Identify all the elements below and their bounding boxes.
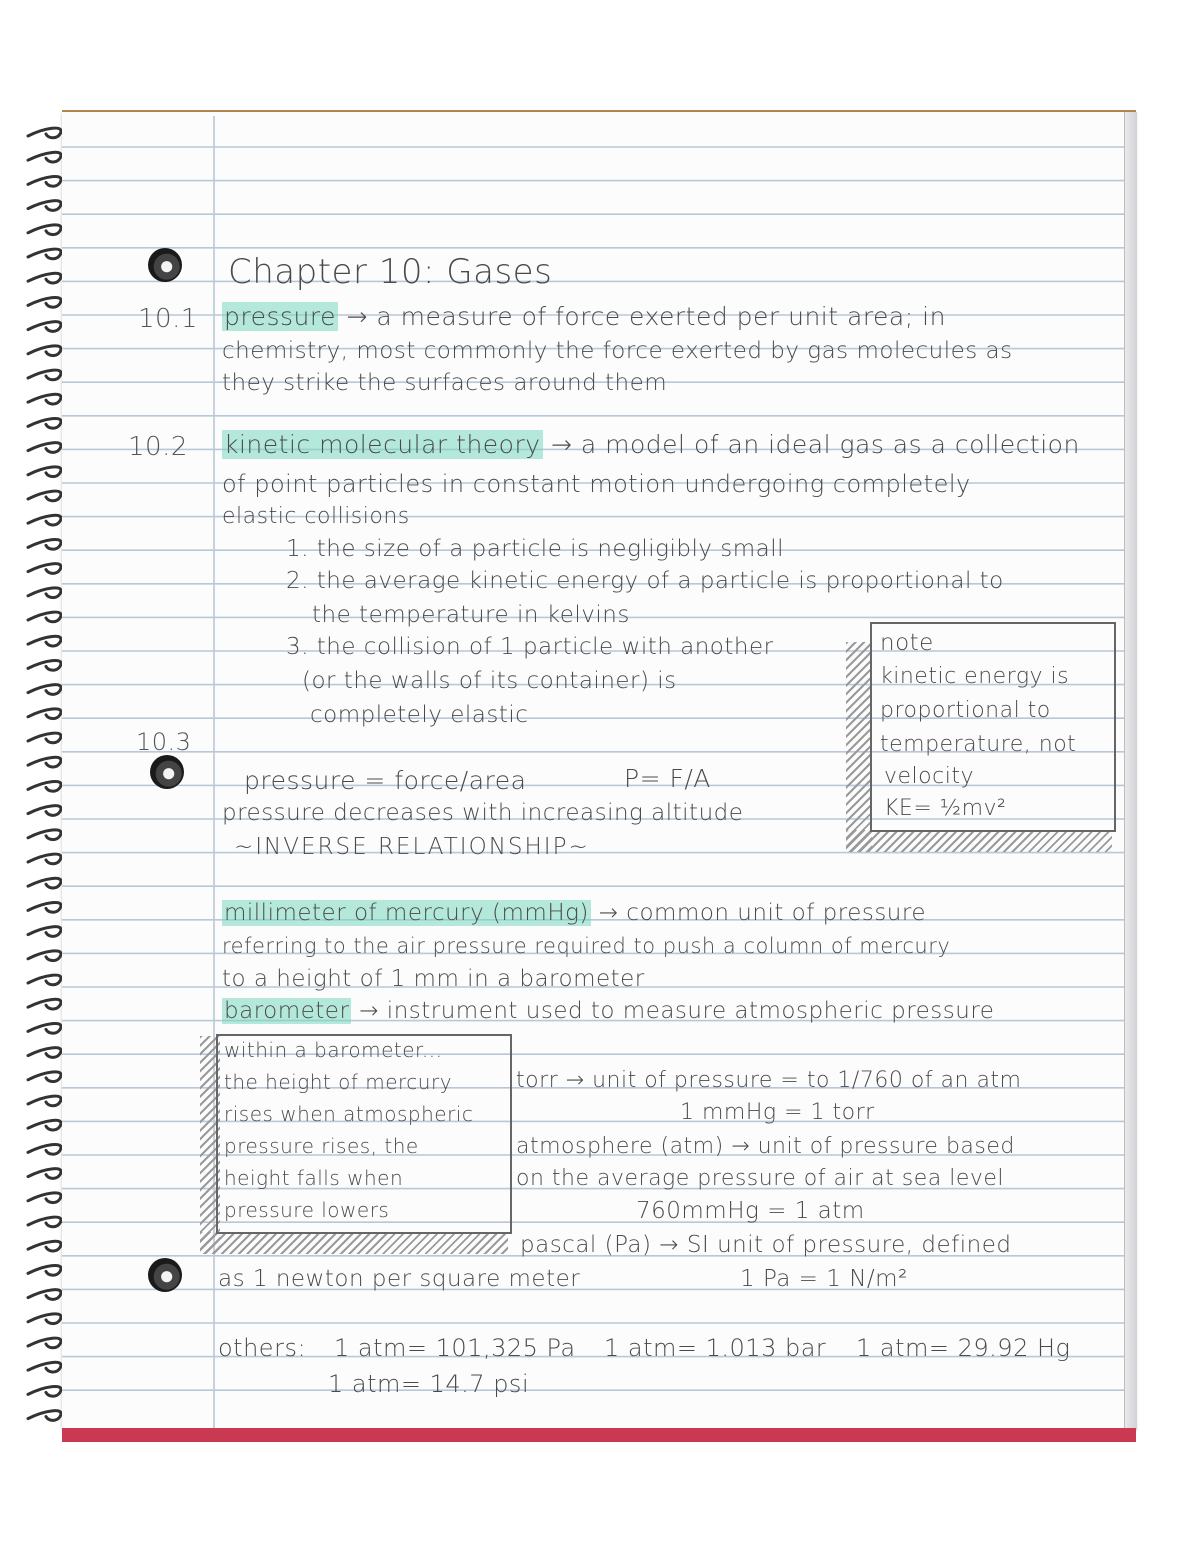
- others-eq-psi: 1 atm= 14.7 psi: [328, 1370, 530, 1398]
- term-pressure: pressure: [224, 302, 336, 331]
- barometer-def: → instrument used to measure atmospheric pressure: [359, 998, 995, 1024]
- barometer-box-shadow-bottom: [200, 1232, 508, 1254]
- spiral-coil: [28, 443, 61, 453]
- spiral-coil: [28, 370, 61, 380]
- kmt-def-line2: of point particles in constant motion undergoing completely: [222, 470, 971, 498]
- spiral-coil: [28, 781, 61, 791]
- mmhg-def-line3: to a height of 1 mm in a barometer: [222, 966, 645, 992]
- inverse-relationship: ~INVERSE RELATIONSHIP~: [234, 834, 590, 860]
- spiral-coil: [28, 636, 61, 646]
- note-box-shadow-bottom: [846, 830, 1112, 852]
- others-eq-bar: 1 atm= 1.013 bar: [604, 1334, 827, 1362]
- torr-equation: 1 mmHg = 1 torr: [680, 1100, 875, 1125]
- spiral-coil: [28, 297, 61, 307]
- others-eq-hg: 1 atm= 29.92 Hg: [856, 1334, 1071, 1362]
- barometer-note-line-2: the height of mercury: [224, 1070, 453, 1094]
- pascal-equation: 1 Pa = 1 N/m²: [740, 1266, 908, 1292]
- kmt-point-1: 1. the size of a particle is negligibly small: [286, 536, 785, 562]
- barometer-note-line-1: within a barometer...: [224, 1038, 443, 1062]
- torr-definition: torr → unit of pressure = to 1/760 of an atm: [516, 1068, 1022, 1093]
- spiral-coil: [28, 1144, 61, 1154]
- spiral-coil: [28, 951, 61, 961]
- chapter-title: Chapter 10: Gases: [228, 252, 553, 292]
- spiral-coil: [28, 1193, 61, 1203]
- spiral-coil: [28, 176, 61, 186]
- barometer-note-line-4: pressure rises, the: [224, 1134, 419, 1158]
- spiral-coil: [28, 685, 61, 695]
- section-number-10-1: 10.1: [138, 304, 198, 334]
- definition-barometer: [222, 998, 994, 1024]
- term-kinetic-molecular-theory: kinetic molecular theory: [224, 430, 541, 459]
- pressure-def-line1: → a measure of force exerted per unit area; in: [346, 302, 946, 331]
- punch-hole-middle: [150, 755, 184, 789]
- spiral-coil: [28, 1169, 61, 1179]
- punch-hole-bottom: [148, 1258, 182, 1292]
- atm-definition-line1: atmosphere (atm) → unit of pressure based: [516, 1134, 1015, 1159]
- spiral-coil: [28, 854, 61, 864]
- section-number-10-3: 10.3: [136, 728, 192, 756]
- mmhg-def-line2: referring to the air pressure required to push a column of mercury: [222, 934, 951, 958]
- spiral-coil: [28, 733, 61, 743]
- spiral-coil: [28, 346, 61, 356]
- definition-pressure: [222, 302, 946, 331]
- spiral-coil: [28, 612, 61, 622]
- spiral-coil: [28, 152, 61, 162]
- spiral-coil: [28, 709, 61, 719]
- altitude-line: pressure decreases with increasing altitude: [222, 800, 744, 826]
- spiral-coil: [28, 999, 61, 1009]
- note-line-1: note: [880, 630, 934, 656]
- spiral-coil: [28, 249, 61, 259]
- note-line-2: kinetic energy is: [880, 664, 1070, 689]
- kmt-point-3: 3. the collision of 1 particle with another: [286, 634, 774, 660]
- pressure-def-line2: chemistry, most commonly the force exerted by gas molecules as: [222, 338, 1013, 364]
- barometer-note-line-3: rises when atmospheric: [224, 1102, 474, 1126]
- spiral-coil: [28, 1120, 61, 1130]
- spiral-coil: [28, 1096, 61, 1106]
- spiral-coil: [28, 273, 61, 283]
- mmhg-def-line1: → common unit of pressure: [598, 900, 926, 926]
- spiral-coil: [28, 1411, 61, 1421]
- note-line-5: velocity: [884, 764, 974, 789]
- spiral-coil: [28, 588, 61, 598]
- spiral-coil: [28, 225, 61, 235]
- spiral-binding: [0, 0, 62, 1553]
- spiral-coil: [28, 1290, 61, 1300]
- spiral-coil: [28, 927, 61, 937]
- spiral-coil: [28, 1023, 61, 1033]
- pascal-definition: pascal (Pa) → SI unit of pressure, defined: [520, 1232, 1012, 1258]
- kmt-point-2-cont: the temperature in kelvins: [312, 602, 630, 628]
- pressure-formula: P= F/A: [624, 764, 711, 793]
- spiral-coil: [28, 394, 61, 404]
- spiral-coil: [28, 1241, 61, 1251]
- kmt-def-line3: elastic collisions: [222, 504, 410, 529]
- spiral-coil: [28, 660, 61, 670]
- spiral-coil: [28, 491, 61, 501]
- barometer-note-line-6: pressure lowers: [224, 1198, 390, 1222]
- spiral-coil: [28, 1072, 61, 1082]
- section-number-10-2: 10.2: [128, 432, 188, 462]
- others-label: others:: [218, 1334, 307, 1362]
- spiral-coil: [28, 322, 61, 332]
- definition-kmt: [222, 430, 1080, 459]
- spiral-coil: [28, 564, 61, 574]
- term-barometer: barometer: [224, 998, 350, 1024]
- spiral-coil: [28, 128, 61, 138]
- spiral-coil: [28, 757, 61, 767]
- kmt-def-line1: → a model of an ideal gas as a collection: [551, 430, 1080, 459]
- spiral-coil: [28, 878, 61, 888]
- spiral-coil: [28, 1265, 61, 1275]
- atm-equation: 760mmHg = 1 atm: [636, 1198, 865, 1224]
- kmt-point-2: 2. the average kinetic energy of a particle is proportional to: [286, 568, 1004, 594]
- note-box-shadow-left: [846, 642, 872, 852]
- note-line-3: proportional to: [880, 698, 1051, 723]
- pascal-definition-line2: as 1 newton per square meter: [218, 1266, 581, 1292]
- spiral-coil: [28, 201, 61, 211]
- spiral-coil: [28, 806, 61, 816]
- spiral-coil: [28, 1386, 61, 1396]
- spiral-coil: [28, 975, 61, 985]
- note-line-6: KE= ½mv²: [884, 796, 1007, 821]
- kmt-point-3-cont2: completely elastic: [310, 702, 529, 728]
- spiral-coil: [28, 902, 61, 912]
- spiral-coil: [28, 539, 61, 549]
- pressure-equation: pressure = force/area: [244, 766, 527, 795]
- spiral-coil: [28, 1048, 61, 1058]
- pressure-def-line3: they strike the surfaces around them: [222, 370, 668, 396]
- definition-mmhg: [222, 900, 926, 926]
- barometer-note-line-5: height falls when: [224, 1166, 404, 1190]
- spiral-coil: [28, 467, 61, 477]
- note-line-4: temperature, not: [880, 732, 1077, 757]
- atm-definition-line2: on the average pressure of air at sea level: [516, 1166, 1005, 1191]
- spiral-coil: [28, 830, 61, 840]
- term-mmhg: millimeter of mercury (mmHg): [224, 900, 589, 926]
- spiral-coil: [28, 1314, 61, 1324]
- spiral-coil: [28, 1338, 61, 1348]
- punch-hole-top: [148, 248, 182, 282]
- spiral-coil: [28, 418, 61, 428]
- spiral-coil: [28, 1217, 61, 1227]
- kmt-point-3-cont1: (or the walls of its container) is: [302, 668, 677, 694]
- spiral-coil: [28, 515, 61, 525]
- spiral-coil: [28, 1362, 61, 1372]
- others-eq-pa: 1 atm= 101,325 Pa: [334, 1334, 576, 1362]
